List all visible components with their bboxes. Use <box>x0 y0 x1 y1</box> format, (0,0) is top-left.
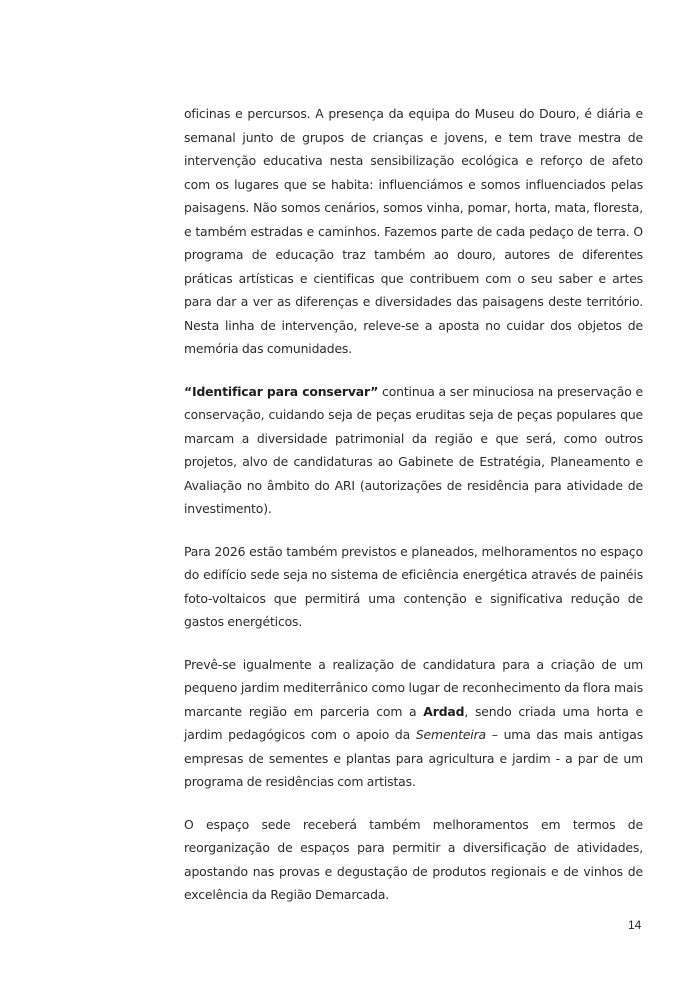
paragraph-text: continua a ser minuciosa na preservação e conservação, cuidando seja de peças eruditas seja de peças populares que marcam a diversidade patrimonial da região e que será, como outros projetos, alvo de candidaturas ao Gabinete de Estratégia, Planeamento e Avaliação no âmbito do ARI (autorizações de residência para atividade de investimento). <box>184 383 643 516</box>
paragraph-text: O espaço sede receberá também melhoramentos em termos de reorganização de espaços para permitir a diversificação de atividades, apostando nas provas e degustação de produtos regionais e de vinhos de excelência da Região Demarcada. <box>184 816 643 902</box>
sementeira-italic: Sementeira <box>415 727 486 742</box>
paragraph-headquarters-improvements <box>184 813 643 907</box>
paragraph-text-part3: – uma das mais antigas empresas de sementes e plantas para agricultura e jardim - a par de um programa de residências com artistas. <box>184 727 644 789</box>
paragraph-education-program <box>184 102 643 361</box>
paragraph-text-part1: Prevê-se igualmente a realização de candidatura para a criação de um pequeno jardim mediterrânico como lugar de reconhecimento da flora mais marcante região em parceria com a <box>184 656 643 719</box>
paragraph-identify-to-conserve <box>184 380 643 521</box>
paragraph-text-part2: , sendo criada uma horta e jardim pedagógicos com o apoio da <box>184 703 643 742</box>
paragraph-text: Para 2026 estão também previstos e planeados, melhoramentos no espaço do edifício sede seja no sistema de eficiência energética através de painéis foto-voltaicos que permitirá uma contenção e significativa redução de gastos energéticos. <box>184 543 643 629</box>
paragraph-text: oficinas e percursos. A presença da equipa do Museu do Douro, é diária e semanal junto de grupos de crianças e jovens, e tem trave mestra de intervenção educativa nesta sensibilização ecológica e reforço de afeto com os lugares que se habita: influenciámos e somos influenciados pelas paisagens. Não somos cenários, somos vinha, pomar, horta, mata, floresta, e também estradas e caminhos. Fazemos parte de cada pedaço de terra. O programa de educação traz também ao douro, autores de diferentes práticas artísticas e cientificas que contribuem com o seu saber e artes para dar a ver as diferenças e diversidades das paisagens deste território. Nesta linha de intervenção, releve-se a aposta no cuidar dos objetos de memória das comunidades. <box>184 106 643 356</box>
paragraph-lead-bold: “Identificar para conservar” <box>184 383 379 399</box>
body-text <box>184 102 643 926</box>
ardad-bold: Ardad <box>423 703 465 719</box>
page-number: 14 <box>628 918 642 932</box>
paragraph-energy-efficiency <box>184 540 643 634</box>
paragraph-mediterranean-garden <box>184 653 643 794</box>
